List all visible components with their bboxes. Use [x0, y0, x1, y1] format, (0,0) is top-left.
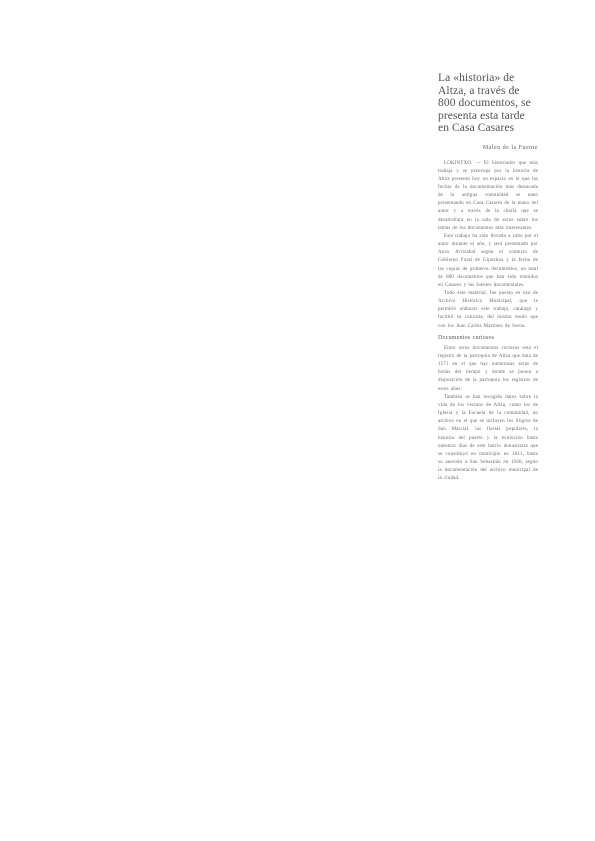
article-headline [438, 72, 538, 135]
newspaper-clipping [438, 72, 538, 483]
headline-line: presenta esta tarde [438, 109, 525, 122]
article-paragraph: Todo este material, fue puesto en uso de Archivo Histórico Municipal, que le permitió elaborar este trabajo, catalogó y facilitó su consulta, del mismo modo que con los Juan Carlos Martínez de Soroa. [438, 291, 538, 329]
article-body [438, 160, 538, 484]
headline-line: La «historia» de [438, 72, 515, 84]
article-paragraph: LOKINTXO. — El historiador que más trabaja y se preocupa por la historia de Altza presentó hoy un espacio en el que las fechas de la documentación más destacada de la antigua comunidad se unen presentando en Casa Casares de la mano del autor y a través de la charla que se desarrollará en la sala de actos sobre los temas de los documentos más interesantes. [438, 160, 538, 231]
headline-line: Altza, a través de [438, 84, 520, 97]
article-byline: Malen de la Fuente [482, 144, 538, 151]
article-subhead: Documentos curiosos [438, 334, 495, 341]
article-paragraph: Este trabajo ha sido llevado a cabo por el autor durante el año, y será presentado por Anxo Arrizabal según el contexto de Gobierno Foral de Gipuzkoa y la fecha de las copias de primeros documentos, un total de 800 documentos que han sido reunidos en Casares y las fuentes documentales. [438, 233, 538, 288]
article-paragraph: Entre otros documentos curiosos está el registro de la parroquia de Altza que data de 1571 en el que hay numerosas actas de bodas del tiempo y donde se ponen a disposición de la parroquia los registros de estos años. [438, 345, 538, 392]
headline-line: 800 documentos, se [438, 97, 531, 109]
headline-line: en Casa Casares [438, 122, 515, 134]
article-paragraph: También se han recogido datos sobre la vida de los vecinos de Altza, como los de Iglesia y la Escuela de la comunidad, un archivo en el que se incluyen los litigios de San Marcial, las fiestas populares, la historia del puerto y la evolución hasta nuestros días de este barrio donostiarra que se constituyó en municipio en 1821, hasta su anexión a San Sebastián en 1940, según la documentación del archivo municipal de la ciudad. [438, 394, 538, 482]
